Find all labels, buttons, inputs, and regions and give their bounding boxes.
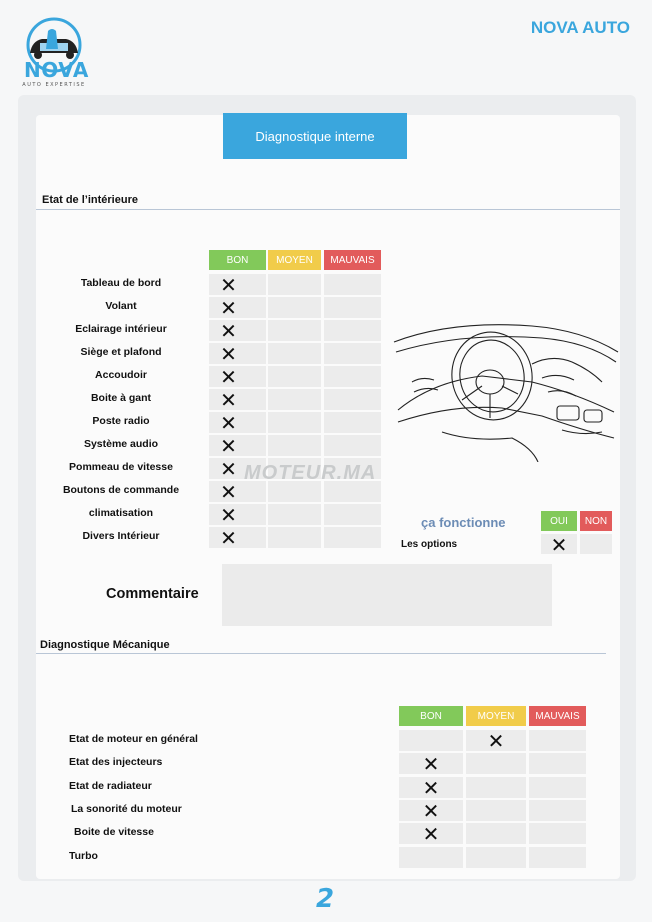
mechanic-header-mauvais: MAUVAIS	[529, 706, 586, 726]
check-mark: ✕	[220, 457, 237, 481]
watermark: MOTEUR.MA	[244, 462, 377, 484]
interior-section-title: Etat de l’intérieure	[42, 194, 138, 206]
mechanic-row-label: Etat de radiateur	[69, 779, 152, 792]
check-mark: ✕	[422, 822, 440, 847]
mechanic-section-title: Diagnostique Mécanique	[40, 639, 170, 651]
interior-cell-moyen	[268, 297, 321, 318]
fonctionne-header-non: NON	[580, 511, 612, 531]
interior-cell-moyen	[268, 343, 321, 364]
mechanic-cell-mauvais	[529, 823, 586, 844]
check-mark: ✕	[220, 388, 237, 412]
mechanic-row-label: Etat des injecteurs	[69, 756, 163, 769]
mechanic-row-label: Etat de moteur en général	[69, 733, 198, 745]
check-mark: ✕	[422, 775, 440, 800]
interior-cell-moyen	[268, 504, 321, 525]
mechanic-cell-mauvais	[529, 777, 586, 798]
check-mark: ✕	[220, 273, 237, 297]
mechanic-cell-moyen	[466, 800, 526, 821]
dashboard-illustration	[392, 312, 620, 462]
mechanic-cell-moyen	[466, 847, 526, 868]
mechanic-cell-mauvais	[529, 730, 586, 751]
interior-row-label: Tableau de bord	[80, 277, 162, 289]
check-mark: ✕	[220, 526, 237, 550]
fonctionne-title: ça fonctionne	[421, 515, 506, 530]
interior-cell-mauvais	[324, 274, 381, 295]
interior-row-label: Boutons de commande	[62, 484, 180, 496]
check-mark: ✕	[220, 342, 237, 366]
interior-cell-moyen	[268, 389, 321, 410]
page-number: 2	[316, 884, 335, 914]
mechanic-cell-bon	[399, 730, 463, 751]
comment-label: Commentaire	[106, 586, 199, 602]
mechanic-row-label: Boite de vitesse	[74, 826, 154, 839]
mechanic-cell-moyen	[466, 823, 526, 844]
banner-title: Diagnostique interne	[223, 113, 407, 159]
interior-cell-moyen	[268, 366, 321, 387]
logo-subtext: AUTO EXPERTISE	[22, 82, 86, 88]
check-mark: ✕	[422, 798, 440, 823]
mechanic-cell-bon	[399, 847, 463, 868]
interior-row-label: Système audio	[83, 438, 159, 450]
mechanic-cell-moyen	[466, 753, 526, 774]
interior-cell-moyen	[268, 320, 321, 341]
interior-header-mauvais: MAUVAIS	[324, 250, 381, 270]
check-mark: ✕	[220, 365, 237, 389]
interior-cell-mauvais	[324, 320, 381, 341]
check-mark: ✕	[220, 503, 237, 527]
check-mark: ✕	[220, 319, 237, 343]
mechanic-cell-mauvais	[529, 847, 586, 868]
interior-cell-mauvais	[324, 297, 381, 318]
logo-text: NOVA	[24, 58, 89, 82]
interior-cell-mauvais	[324, 366, 381, 387]
interior-row-label: Eclairage intérieur	[75, 323, 167, 335]
interior-cell-moyen	[268, 435, 321, 456]
mechanic-row-label: La sonorité du moteur	[71, 802, 182, 815]
mechanic-header-bon: BON	[399, 706, 463, 726]
mechanic-cell-mauvais	[529, 800, 586, 821]
mechanic-cell-mauvais	[529, 753, 586, 774]
interior-header-bon: BON	[209, 250, 266, 270]
interior-row-label: Poste radio	[92, 415, 150, 427]
interior-row-label: Siège et plafond	[80, 346, 162, 358]
interior-row-label: Accoudoir	[95, 369, 147, 381]
interior-cell-mauvais	[324, 435, 381, 456]
section-divider	[36, 653, 606, 654]
interior-cell-mauvais	[324, 504, 381, 525]
check-mark: ✕	[220, 480, 237, 504]
mechanic-cell-moyen	[466, 777, 526, 798]
interior-cell-mauvais	[324, 412, 381, 433]
fonctionne-row-label: Les options	[401, 539, 458, 550]
check-mark: ✕	[422, 752, 440, 777]
interior-row-label: climatisation	[88, 507, 154, 519]
interior-cell-moyen	[268, 274, 321, 295]
check-mark: ✕	[220, 434, 237, 458]
interior-cell-moyen	[268, 527, 321, 548]
mechanic-row-label: Turbo	[69, 849, 98, 862]
fonctionne-check-mark: ✕	[550, 533, 568, 557]
interior-cell-mauvais	[324, 343, 381, 364]
section-divider	[36, 209, 620, 210]
interior-row-label: Volant	[105, 300, 137, 312]
fonctionne-cell-non	[580, 534, 612, 554]
interior-row-label: Boite à gant	[90, 392, 152, 404]
check-mark: ✕	[220, 296, 237, 320]
check-mark: ✕	[487, 729, 505, 753]
interior-header-moyen: MOYEN	[268, 250, 321, 270]
fonctionne-header-oui: OUI	[541, 511, 577, 531]
interior-cell-moyen	[268, 412, 321, 433]
interior-cell-mauvais	[324, 389, 381, 410]
brand-name: NOVA AUTO	[530, 18, 630, 37]
comment-box[interactable]	[222, 564, 552, 626]
mechanic-header-moyen: MOYEN	[466, 706, 526, 726]
interior-row-label: Pommeau de vitesse	[69, 461, 173, 473]
check-mark: ✕	[220, 411, 237, 435]
interior-row-label: Divers Intérieur	[82, 530, 160, 542]
interior-cell-mauvais	[324, 527, 381, 548]
